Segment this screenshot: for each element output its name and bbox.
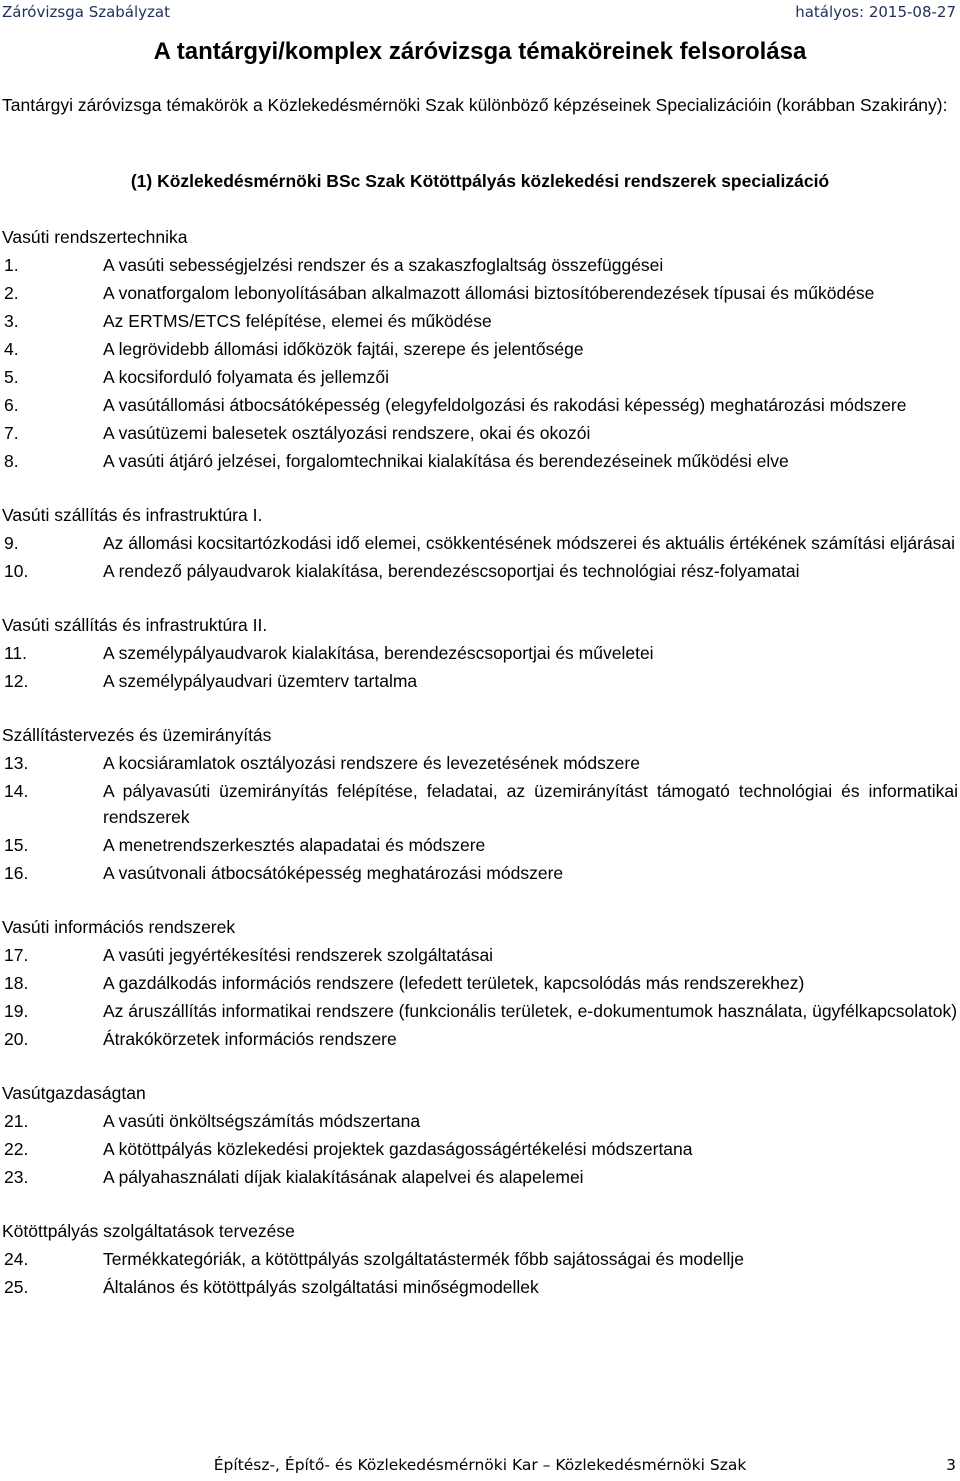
item-number: 9.	[4, 533, 19, 553]
item-number: 8.	[4, 451, 19, 471]
group-spacer	[2, 476, 958, 502]
group-title: Vasúti szállítás és infrastruktúra II.	[2, 615, 268, 635]
item-number: 10.	[4, 561, 29, 581]
item-number: 14.	[4, 781, 29, 801]
page-footer	[0, 1453, 960, 1481]
footer-center: Építész-, Építő- és Közlekedésmérnöki Kar – Közlekedésmérnöki Szak	[213, 1456, 747, 1474]
item-text: A vasútállomási átbocsátóképesség (elegyfeldolgozási és rakodási képesség) meghatározási módszere	[103, 395, 907, 415]
list-item	[2, 750, 958, 776]
item-number: 20.	[4, 1029, 29, 1049]
item-number: 13.	[4, 753, 29, 773]
item-number: 22.	[4, 1139, 29, 1159]
group-title: Vasúti rendszertechnika	[2, 227, 188, 247]
item-number: 11.	[4, 643, 28, 663]
list-item	[2, 1026, 958, 1052]
item-text: A kötöttpályás közlekedési projektek gazdaságosságértékelési módszertana	[103, 1139, 693, 1159]
list-item	[2, 832, 958, 858]
group-title: Vasútgazdaságtan	[2, 1083, 146, 1103]
item-number: 5.	[4, 367, 19, 387]
item-text: Általános és kötöttpályás szolgáltatási minőségmodellek	[103, 1277, 539, 1297]
list-item	[2, 942, 958, 968]
page-title: A tantárgyi/komplex záróvizsga témaköreinek felsorolása	[153, 38, 807, 65]
item-text: A vonatforgalom lebonyolításában alkalmazott állomási biztosítóberendezések típusai és működése	[103, 283, 875, 303]
item-text: Az ERTMS/ETCS felépítése, elemei és működése	[103, 311, 492, 331]
group-title: Vasúti információs rendszerek	[2, 917, 236, 937]
item-text: A pályahasználati díjak kialakításának alapelvei és alapelemei	[103, 1167, 584, 1187]
list-item	[2, 668, 958, 694]
list-item	[2, 364, 958, 390]
page-number: 3	[946, 1456, 956, 1474]
item-number: 12.	[4, 671, 29, 691]
specialization-heading: (1) Közlekedésmérnöki BSc Szak Kötöttpályás közlekedési rendszerek specializáció	[130, 171, 830, 191]
list-item	[2, 308, 958, 334]
item-text: A kocsiforduló folyamata és jellemzői	[103, 367, 389, 387]
list-item	[2, 280, 958, 306]
item-number: 25.	[4, 1277, 29, 1297]
item-text: A gazdálkodás információs rendszere (lefedett területek, kapcsolódás más rendszerekhez)	[103, 973, 805, 993]
group-title: Vasúti szállítás és infrastruktúra I.	[2, 505, 263, 525]
list-item	[2, 1164, 958, 1190]
item-text: A vasúti jegyértékesítési rendszerek szolgáltatásai	[103, 945, 494, 965]
list-item	[2, 640, 958, 666]
item-text: A személypályaudvarok kialakítása, berendezéscsoportjai és műveletei	[103, 643, 654, 663]
group-title: Kötöttpályás szolgáltatások tervezése	[2, 1221, 295, 1241]
list-item	[2, 1136, 958, 1162]
item-number: 6.	[4, 395, 19, 415]
item-text: A személypályaudvari üzemterv tartalma	[103, 671, 418, 691]
list-item	[2, 1246, 958, 1272]
item-number: 1.	[4, 255, 19, 275]
group-spacer	[2, 586, 958, 612]
item-text: Az áruszállítás informatikai rendszere (funkcionális területek, e-dokumentumok használata, ügyfélkapcsolatok)	[103, 1001, 958, 1021]
item-number: 2.	[4, 283, 19, 303]
item-number: 24.	[4, 1249, 29, 1269]
list-item	[2, 860, 958, 886]
list-item	[2, 778, 958, 830]
topic-groups	[2, 224, 958, 1302]
item-number: 21.	[4, 1111, 29, 1131]
item-text: Termékkategóriák, a kötöttpályás szolgáltatástermék főbb sajátosságai és modellje	[103, 1249, 745, 1269]
item-text: Átrakókörzetek információs rendszere	[103, 1029, 397, 1049]
list-item	[2, 252, 958, 278]
item-text: A legrövidebb állomási időközök fajtái, szerepe és jelentősége	[103, 339, 584, 359]
item-text: A vasúti önköltségszámítás módszertana	[103, 1111, 421, 1131]
list-item	[2, 998, 958, 1024]
group-spacer	[2, 888, 958, 914]
item-number: 4.	[4, 339, 19, 359]
page-header	[0, 0, 960, 26]
item-text: A kocsiáramlatok osztályozási rendszere és levezetésének módszere	[103, 753, 640, 773]
header-left: Záróvizsga Szabályzat	[2, 3, 170, 21]
item-number: 23.	[4, 1167, 29, 1187]
group-spacer	[2, 696, 958, 722]
header-right: hatályos: 2015-08-27	[795, 3, 956, 21]
item-text: A vasúti átjáró jelzései, forgalomtechnikai kialakítása és berendezéseinek működési elve	[103, 451, 789, 471]
item-text: Az állomási kocsitartózkodási idő elemei, csökkentésének módszerei és aktuális értékének számítási eljárásai	[103, 533, 956, 553]
item-number: 19.	[4, 1001, 29, 1021]
item-number: 18.	[4, 973, 29, 993]
item-number: 16.	[4, 863, 29, 883]
list-item	[2, 392, 958, 418]
item-number: 17.	[4, 945, 29, 965]
list-item	[2, 558, 958, 584]
list-item	[2, 420, 958, 446]
item-text: A vasúti sebességjelzési rendszer és a szakaszfoglaltság összefüggései	[103, 255, 664, 275]
item-number: 15.	[4, 835, 29, 855]
list-item	[2, 1274, 958, 1300]
list-item	[2, 530, 958, 556]
item-text: A vasútvonali átbocsátóképesség meghatározási módszere	[103, 863, 564, 883]
item-number: 3.	[4, 311, 19, 331]
item-text: A rendező pályaudvarok kialakítása, berendezéscsoportjai és technológiai rész-folyamatai	[103, 561, 800, 581]
list-item	[2, 1108, 958, 1134]
list-item	[2, 448, 958, 474]
item-text: A menetrendszerkesztés alapadatai és módszere	[103, 835, 486, 855]
group-spacer	[2, 1192, 958, 1218]
item-text: A pályavasúti üzemirányítás felépítése, feladatai, az üzemirányítást támogató technológiai és informatikai rendszerek	[103, 781, 958, 827]
item-number: 7.	[4, 423, 19, 443]
intro-text: Tantárgyi záróvizsga témakörök a Közlekedésmérnöki Szak különböző képzéseinek Specializációin (korábban Szakirány):	[2, 95, 948, 115]
list-item	[2, 970, 958, 996]
item-text: A vasútüzemi balesetek osztályozási rendszere, okai és okozói	[103, 423, 591, 443]
list-item	[2, 336, 958, 362]
group-spacer	[2, 1054, 958, 1080]
group-title: Szállítástervezés és üzemirányítás	[2, 725, 272, 745]
